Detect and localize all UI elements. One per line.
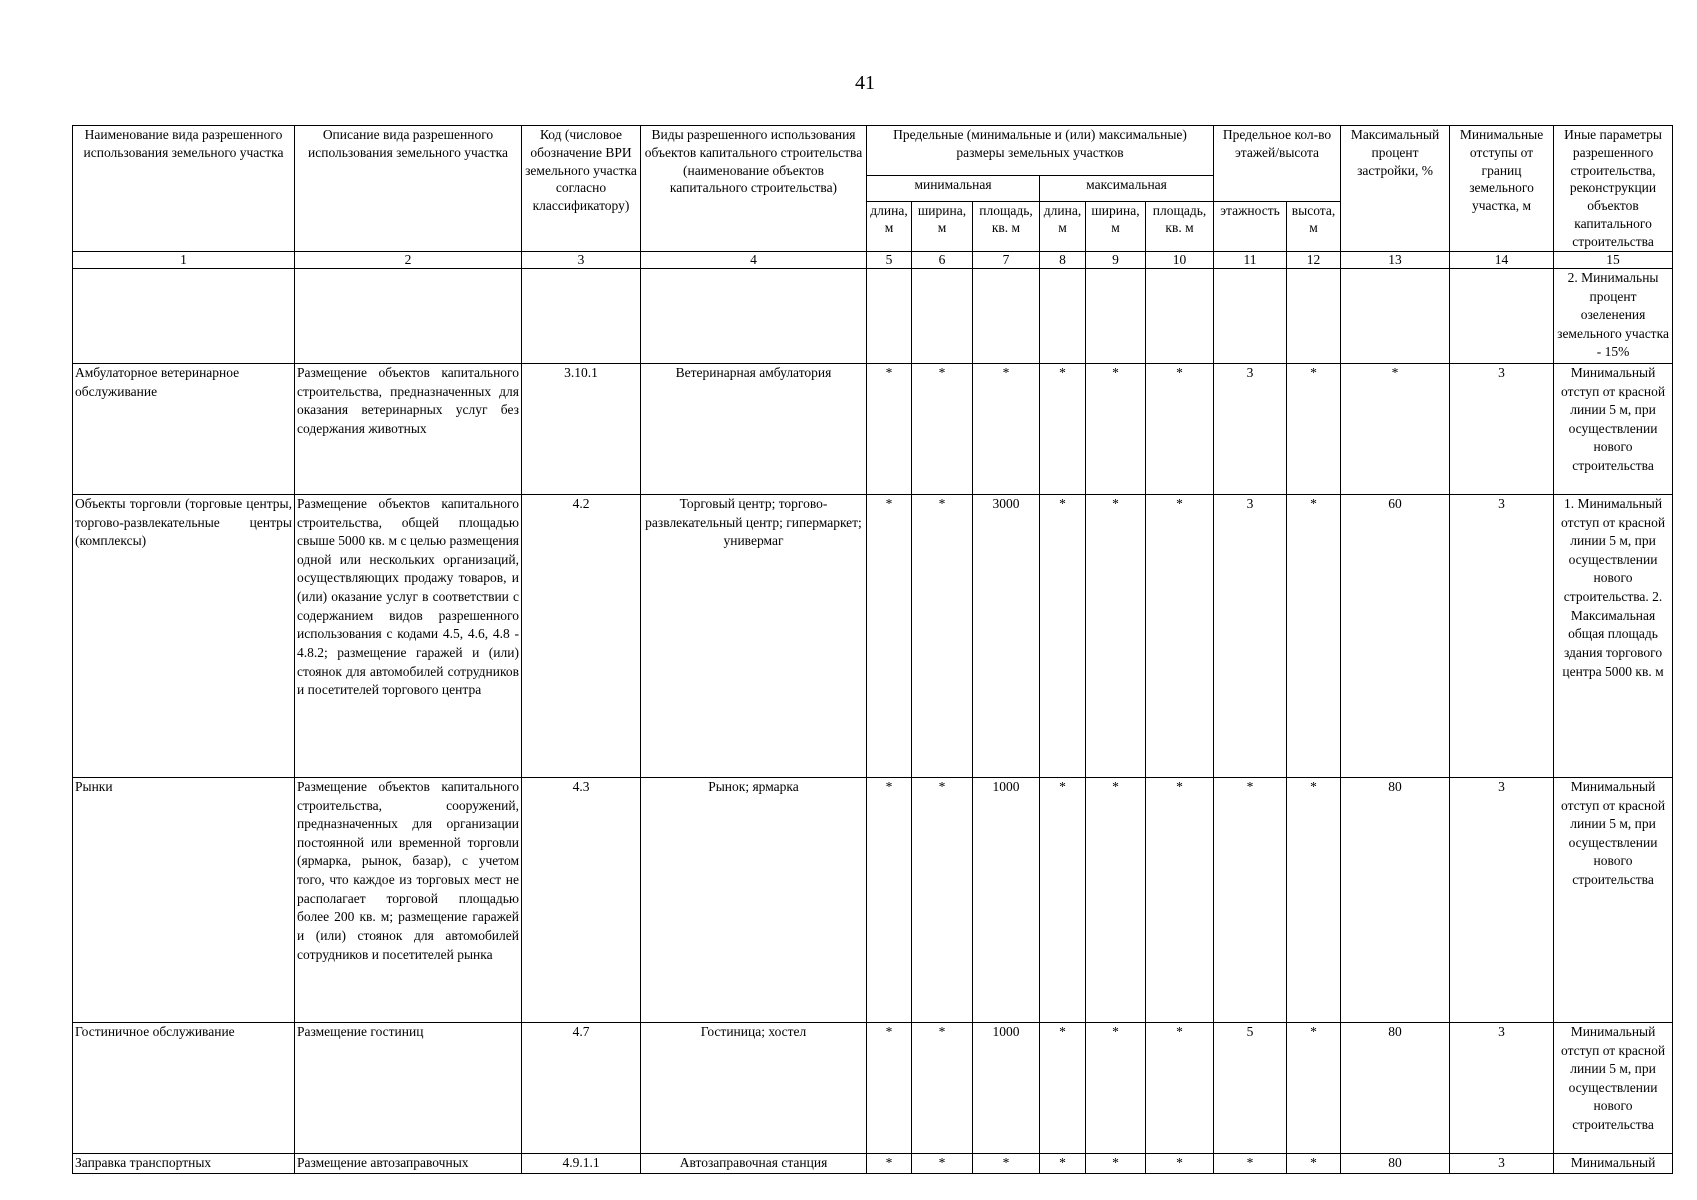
cell-min-length: * (867, 1022, 912, 1153)
cell-min-width: * (912, 363, 973, 494)
cell-floors: 5 (1214, 1022, 1287, 1153)
cell-other: Минимальный отступ от красной линии 5 м, при осуществлении нового строительства (1554, 1022, 1673, 1153)
cell-code: 4.3 (522, 777, 641, 1022)
cell-other: Минимальный (1554, 1153, 1673, 1173)
cell-max-percent: 80 (1341, 1022, 1450, 1153)
header-max-width: ширина, м (1086, 201, 1146, 251)
cell-max-length: * (1040, 363, 1086, 494)
cell-min-width: * (912, 1022, 973, 1153)
column-number: 11 (1214, 251, 1287, 268)
cell-max-length: * (1040, 1153, 1086, 1173)
cell-code: 4.9.1.1 (522, 1153, 641, 1173)
cell-min-area: * (973, 363, 1040, 494)
cell-min-width: * (912, 494, 973, 777)
cell-max-length: * (1040, 494, 1086, 777)
cell-max-percent: 80 (1341, 777, 1450, 1022)
header-description: Описание вида разрешенного использования земельного участка (295, 126, 522, 252)
header-sizes-group: Предельные (минимальные и (или) максимальные) размеры земельных участков (867, 126, 1214, 176)
cell-code: 4.2 (522, 494, 641, 777)
cell-description: Размещение автозаправочных (295, 1153, 522, 1173)
zoning-table (72, 125, 1673, 1174)
column-number: 8 (1040, 251, 1086, 268)
cell-min-area: 1000 (973, 777, 1040, 1022)
header-min-width: ширина, м (912, 201, 973, 251)
header-max-percent: Максимальный процент застройки, % (1341, 126, 1450, 252)
cell-objects: Автозаправочная станция (641, 1153, 867, 1173)
header-height: высота, м (1287, 201, 1341, 251)
column-number-row (73, 251, 1673, 268)
table-row (73, 1153, 1673, 1173)
cell-floors: 3 (1214, 494, 1287, 777)
cell-objects: Гостиница; хостел (641, 1022, 867, 1153)
cell-height: * (1287, 494, 1341, 777)
header-floors-group: Предельное кол-во этажей/высота (1214, 126, 1341, 202)
cell-height: * (1287, 363, 1341, 494)
header-name: Наименование вида разрешенного использования земельного участка (73, 126, 295, 252)
cell-indent: 3 (1450, 494, 1554, 777)
cell-floors: * (1214, 777, 1287, 1022)
column-number: 1 (73, 251, 295, 268)
header-other: Иные параметры разрешенного строительства, реконструкции объектов капитального строительства (1554, 126, 1673, 252)
header-max-group: максимальная (1040, 176, 1214, 202)
cell-max-length: * (1040, 1022, 1086, 1153)
column-number: 9 (1086, 251, 1146, 268)
header-objects: Виды разрешенного использования объектов капитального строительства (наименование объектов капитального строительства) (641, 126, 867, 252)
column-number: 4 (641, 251, 867, 268)
cell-indent: 3 (1450, 777, 1554, 1022)
header-min-group: минимальная (867, 176, 1040, 202)
table-row (73, 494, 1673, 777)
cell-min-area: 1000 (973, 1022, 1040, 1153)
cell-min-area: 3000 (973, 494, 1040, 777)
cell-max-area: * (1146, 777, 1214, 1022)
cell-min-width: * (912, 777, 973, 1022)
cell-objects: Ветеринарная амбулатория (641, 363, 867, 494)
cell-max-area: * (1146, 494, 1214, 777)
cell-description: Размещение гостиниц (295, 1022, 522, 1153)
cell-max-percent: 60 (1341, 494, 1450, 777)
cell-description: Размещение объектов капитального строительства, общей площадью свыше 5000 кв. м с целью размещения одной или нескольких организаций, осуществляющих продажу товаров, и (или) оказание услуг в соответствии с содержанием видов разрешенного использования с кодами 4.5, 4.6, 4.8 - 4.8.2; размещение гаражей и (или) стоянок для автомобилей сотрудников и посетителей торгового центра (295, 494, 522, 777)
cell-name: Амбулаторное ветеринарное обслуживание (73, 363, 295, 494)
cell-max-width: * (1086, 1153, 1146, 1173)
cell-min-length: * (867, 363, 912, 494)
cell-other: 1. Минимальный отступ от красной линии 5 м, при осуществлении нового строительства. 2. Максимальная общая площадь здания торгового центра 5000 кв. м (1554, 494, 1673, 777)
cell-code: 4.7 (522, 1022, 641, 1153)
cell-min-length: * (867, 494, 912, 777)
cell-max-width: * (1086, 1022, 1146, 1153)
cell-indent: 3 (1450, 1022, 1554, 1153)
cell-max-area: * (1146, 1153, 1214, 1173)
table-header (73, 126, 1673, 269)
page-number: 41 (855, 72, 875, 94)
cell-max-percent: * (1341, 363, 1450, 494)
cell-max-length: * (1040, 777, 1086, 1022)
cell-objects: Рынок; ярмарка (641, 777, 867, 1022)
cell-floors: 3 (1214, 363, 1287, 494)
cell-height: * (1287, 1153, 1341, 1173)
column-number: 12 (1287, 251, 1341, 268)
column-number: 14 (1450, 251, 1554, 268)
header-min-length: длина, м (867, 201, 912, 251)
cell-objects: Торговый центр; торгово-развлекательный центр; гипермаркет; универмаг (641, 494, 867, 777)
column-number: 15 (1554, 251, 1673, 268)
cell-other: Минимальный отступ от красной линии 5 м, при осуществлении нового строительства (1554, 777, 1673, 1022)
cell-description: Размещение объектов капитального строительства, сооружений, предназначенных для организации постоянной или временной торговли (ярмарка, рынок, базар), с учетом того, что каждое из торговых мест не располагает торговой площадью более 200 кв. м; размещение гаражей и (или) стоянок для автомобилей сотрудников и посетителей рынка (295, 777, 522, 1022)
cell-max-percent: 80 (1341, 1153, 1450, 1173)
header-code: Код (числовое обозначение ВРИ земельного участка согласно классификатору) (522, 126, 641, 252)
cell-name: Объекты торговли (торговые центры, торгово-развлекательные центры (комплексы) (73, 494, 295, 777)
table-row (73, 363, 1673, 494)
cell-floors: * (1214, 1153, 1287, 1173)
cell-min-length: * (867, 1153, 912, 1173)
column-number: 13 (1341, 251, 1450, 268)
header-max-area: площадь, кв. м (1146, 201, 1214, 251)
cell-max-width: * (1086, 363, 1146, 494)
column-number: 10 (1146, 251, 1214, 268)
cell-min-area: * (973, 1153, 1040, 1173)
cell-name: Гостиничное обслуживание (73, 1022, 295, 1153)
cell-min-length: * (867, 777, 912, 1022)
cell-indent: 3 (1450, 363, 1554, 494)
column-number: 5 (867, 251, 912, 268)
header-indent: Минимальные отступы от границ земельного участка, м (1450, 126, 1554, 252)
header-max-length: длина, м (1040, 201, 1086, 251)
table-row-continuation (73, 268, 1673, 363)
cell-max-area: * (1146, 363, 1214, 494)
cell-max-width: * (1086, 777, 1146, 1022)
cell-description: Размещение объектов капитального строительства, предназначенных для оказания ветеринарных услуг без содержания животных (295, 363, 522, 494)
cell-max-width: * (1086, 494, 1146, 777)
cell-max-area: * (1146, 1022, 1214, 1153)
cell-height: * (1287, 777, 1341, 1022)
column-number: 3 (522, 251, 641, 268)
cell-name: Рынки (73, 777, 295, 1022)
table-row (73, 777, 1673, 1022)
column-number: 7 (973, 251, 1040, 268)
cell-other: Минимальный отступ от красной линии 5 м, при осуществлении нового строительства (1554, 363, 1673, 494)
cell-height: * (1287, 1022, 1341, 1153)
header-min-area: площадь, кв. м (973, 201, 1040, 251)
cell-indent: 3 (1450, 1153, 1554, 1173)
cell-other: 2. Минимальны процент озеленения земельного участка - 15% (1554, 268, 1673, 363)
cell-min-width: * (912, 1153, 973, 1173)
table-body (73, 268, 1673, 1173)
cell-code: 3.10.1 (522, 363, 641, 494)
header-floors: этажность (1214, 201, 1287, 251)
column-number: 2 (295, 251, 522, 268)
column-number: 6 (912, 251, 973, 268)
cell-name: Заправка транспортных (73, 1153, 295, 1173)
table-row (73, 1022, 1673, 1153)
